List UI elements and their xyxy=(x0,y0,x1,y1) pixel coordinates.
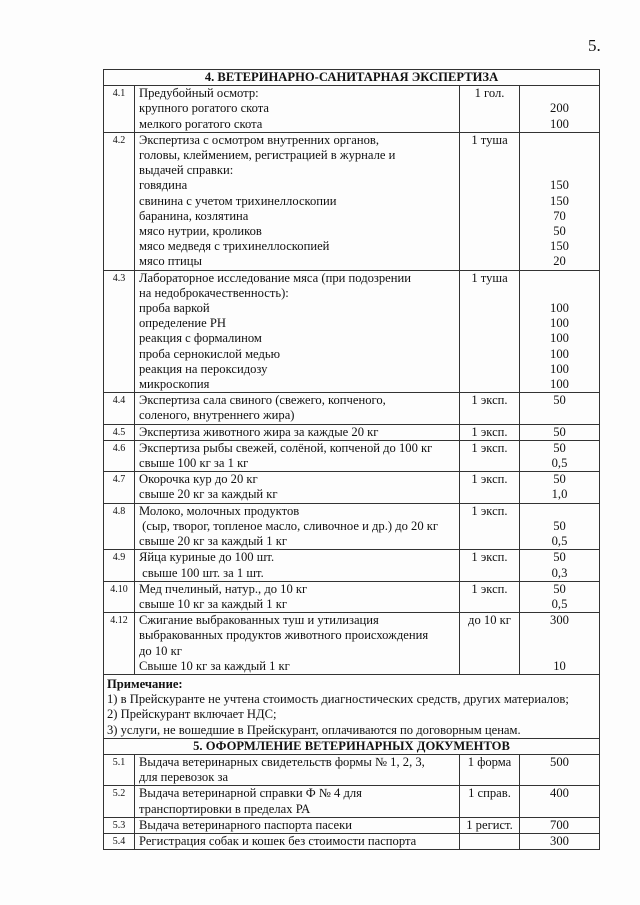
item-number: 5.4 xyxy=(104,833,135,849)
description-line: (сыр, творог, топленое масло, сливочное и др.) до 20 кг xyxy=(139,518,439,533)
description-line: свыше 20 кг за каждый кг xyxy=(139,487,278,502)
description-line: выдачей справки: xyxy=(139,163,234,178)
description-line: Лабораторное исследование мяса (при подозрении xyxy=(139,270,411,285)
item-unit: 1 эксп. xyxy=(460,581,520,612)
item-description xyxy=(135,132,460,270)
description-line: Выдача ветеринарных свидетельств формы № 1, 2, 3, xyxy=(139,754,425,769)
item-unit: до 10 кг xyxy=(460,613,520,675)
price-line: 50 xyxy=(553,518,566,533)
description-line: для перевозок за xyxy=(139,770,229,785)
price-line: 0,3 xyxy=(551,565,568,580)
description-line: реакция с формалином xyxy=(139,331,262,346)
price-line: 50 xyxy=(553,472,566,487)
price-line: 100 xyxy=(550,346,569,361)
table-row xyxy=(104,440,600,471)
item-number: 4.6 xyxy=(104,440,135,471)
description-line: свинина с учетом трихинеллоскопии xyxy=(139,193,337,208)
note-item: 1) в Прейскуранте не учтена стоимость диагностических средств, других материалов; xyxy=(107,692,569,707)
description-line: Регистрация собак и кошек без стоимости паспорта xyxy=(139,833,417,848)
price-line: 500 xyxy=(550,754,569,769)
price-line xyxy=(524,148,595,163)
section-5-title: 5. ОФОРМЛЕНИЕ ВЕТЕРИНАРНЫХ ДОКУМЕНТОВ xyxy=(104,738,600,754)
note-title: Примечание: xyxy=(107,676,183,691)
description-line: на недоброкачественность): xyxy=(139,285,289,300)
price-line: 100 xyxy=(550,361,569,376)
price-line xyxy=(524,133,595,148)
note-row xyxy=(104,674,600,738)
item-number: 4.4 xyxy=(104,393,135,424)
item-description xyxy=(135,817,460,833)
price-line xyxy=(524,271,595,286)
item-description xyxy=(135,86,460,133)
price-line xyxy=(524,408,595,423)
description-line: транспортировки в пределах РА xyxy=(139,801,311,816)
price-line: 10 xyxy=(553,658,566,673)
price-line xyxy=(524,644,595,659)
price-line: 50 xyxy=(553,393,566,408)
table-row xyxy=(104,613,600,675)
item-number: 4.7 xyxy=(104,472,135,503)
table-row xyxy=(104,132,600,270)
item-price xyxy=(520,613,600,675)
item-unit: 1 эксп. xyxy=(460,503,520,550)
description-line: свыше 100 шт. за 1 шт. xyxy=(139,565,264,580)
item-description xyxy=(135,754,460,785)
table-row xyxy=(104,581,600,612)
description-line: Молоко, молочных продуктов xyxy=(139,503,300,518)
price-line: 300 xyxy=(550,833,569,848)
price-line xyxy=(524,802,595,817)
item-price xyxy=(520,817,600,833)
description-line: мясо медведя с трихинеллоскопией xyxy=(139,239,330,254)
price-line: 1,0 xyxy=(551,487,568,502)
price-line: 400 xyxy=(550,786,569,801)
price-line: 20 xyxy=(553,254,566,269)
item-price xyxy=(520,503,600,550)
item-unit: 1 справ. xyxy=(460,786,520,817)
table-row xyxy=(104,817,600,833)
price-line xyxy=(524,628,595,643)
item-description xyxy=(135,581,460,612)
description-line: Экспертиза с осмотром внутренних органов, xyxy=(139,132,379,147)
item-number: 4.10 xyxy=(104,581,135,612)
table-row xyxy=(104,754,600,785)
description-line: Предубойный осмотр: xyxy=(139,86,259,101)
table-row xyxy=(104,503,600,550)
description-line: Окорочка кур до 20 кг xyxy=(139,472,258,487)
price-line: 100 xyxy=(550,301,569,316)
description-line: проба сернокислой медью xyxy=(139,346,281,361)
price-line: 100 xyxy=(550,316,569,331)
item-unit xyxy=(460,833,520,849)
price-line: 700 xyxy=(550,817,569,832)
item-price xyxy=(520,393,600,424)
price-line xyxy=(524,286,595,301)
description-line: Экспертиза животного жира за каждые 20 кг xyxy=(139,424,379,439)
description-line: Выдача ветеринарного паспорта пасеки xyxy=(139,817,352,832)
item-description xyxy=(135,613,460,675)
description-line: определение РН xyxy=(139,316,226,331)
table-row xyxy=(104,86,600,133)
item-number: 4.9 xyxy=(104,550,135,581)
item-number: 4.8 xyxy=(104,503,135,550)
description-line: говядина xyxy=(139,178,188,193)
description-line: выбракованных продуктов животного происхождения xyxy=(139,628,429,643)
item-unit: 1 эксп. xyxy=(460,440,520,471)
price-line: 100 xyxy=(550,116,569,131)
description-line: Экспертиза сала свиного (свежего, копченого, xyxy=(139,393,386,408)
item-price xyxy=(520,270,600,393)
item-unit: 1 эксп. xyxy=(460,550,520,581)
item-number: 4.1 xyxy=(104,86,135,133)
price-line: 150 xyxy=(550,193,569,208)
price-line: 100 xyxy=(550,331,569,346)
description-line: головы, клеймением, регистрацией в журнале и xyxy=(139,148,396,163)
item-unit: 1 эксп. xyxy=(460,424,520,440)
price-line xyxy=(524,770,595,785)
price-line: 50 xyxy=(553,581,566,596)
description-line: Мед пчелиный, натур., до 10 кг xyxy=(139,581,308,596)
item-price xyxy=(520,786,600,817)
description-line: Яйца куриные до 100 шт. xyxy=(139,550,275,565)
item-description xyxy=(135,270,460,393)
item-number: 5.3 xyxy=(104,817,135,833)
table-row xyxy=(104,270,600,393)
price-line: 70 xyxy=(553,208,566,223)
price-line xyxy=(524,163,595,178)
price-line: 150 xyxy=(550,178,569,193)
item-price xyxy=(520,424,600,440)
item-unit: 1 туша xyxy=(460,132,520,270)
item-price xyxy=(520,833,600,849)
item-description xyxy=(135,440,460,471)
description-line: свыше 100 кг за 1 кг xyxy=(139,456,249,471)
price-line: 0,5 xyxy=(551,596,568,611)
item-price xyxy=(520,440,600,471)
table-row xyxy=(104,550,600,581)
description-line: проба варкой xyxy=(139,301,210,316)
item-unit: 1 форма xyxy=(460,754,520,785)
price-line: 50 xyxy=(553,440,566,455)
item-description xyxy=(135,503,460,550)
price-line: 150 xyxy=(550,239,569,254)
description-line: крупного рогатого скота xyxy=(139,101,270,116)
description-line: микроскопия xyxy=(139,377,210,392)
item-description xyxy=(135,472,460,503)
item-price xyxy=(520,581,600,612)
description-line: мясо птицы xyxy=(139,254,202,269)
description-line: мясо нутрии, кроликов xyxy=(139,224,262,239)
item-description xyxy=(135,833,460,849)
description-line: Свыше 10 кг за каждый 1 кг xyxy=(139,658,290,673)
description-line: свыше 20 кг за каждый 1 кг xyxy=(139,534,288,549)
table-row xyxy=(104,833,600,849)
section-5-header-row xyxy=(104,738,600,754)
section-4-header-row xyxy=(104,70,600,86)
item-price xyxy=(520,86,600,133)
table-row xyxy=(104,424,600,440)
description-line: до 10 кг xyxy=(139,643,182,658)
section-4-title: 4. ВЕТЕРИНАРНО-САНИТАРНАЯ ЭКСПЕРТИЗА xyxy=(104,70,600,86)
item-number: 5.1 xyxy=(104,754,135,785)
note-item: 3) услуги, не вошедшие в Прейскурант, оплачиваются по договорным ценам. xyxy=(107,722,521,737)
price-line: 50 xyxy=(553,424,566,439)
price-line xyxy=(524,504,595,519)
item-description xyxy=(135,424,460,440)
price-line: 0,5 xyxy=(551,456,568,471)
item-number: 4.2 xyxy=(104,132,135,270)
description-line: соленого, внутреннего жира) xyxy=(139,408,295,423)
description-line: мелкого рогатого скота xyxy=(139,116,263,131)
item-unit: 1 эксп. xyxy=(460,393,520,424)
description-line: реакция на пероксидозу xyxy=(139,361,268,376)
price-line: 100 xyxy=(550,377,569,392)
item-number: 4.3 xyxy=(104,270,135,393)
price-line: 0,5 xyxy=(551,534,568,549)
item-price xyxy=(520,754,600,785)
description-line: Экспертиза рыбы свежей, солёной, копченой до 100 кг xyxy=(139,440,433,455)
item-number: 4.12 xyxy=(104,613,135,675)
table-row xyxy=(104,393,600,424)
item-unit: 1 регист. xyxy=(460,817,520,833)
item-description xyxy=(135,393,460,424)
item-unit: 1 туша xyxy=(460,270,520,393)
item-description xyxy=(135,550,460,581)
price-line xyxy=(524,86,595,101)
item-price xyxy=(520,472,600,503)
page-number: 5. xyxy=(588,36,601,55)
item-unit: 1 эксп. xyxy=(460,472,520,503)
description-line: баранина, козлятина xyxy=(139,208,249,223)
price-line: 50 xyxy=(553,550,566,565)
item-number: 5.2 xyxy=(104,786,135,817)
item-description xyxy=(135,786,460,817)
price-line: 50 xyxy=(553,223,566,238)
description-line: Сжигание выбракованных туш и утилизация xyxy=(139,613,379,628)
note-item: 2) Прейскурант включает НДС; xyxy=(107,707,277,722)
table-row xyxy=(104,472,600,503)
table-row xyxy=(104,786,600,817)
item-unit: 1 гол. xyxy=(460,86,520,133)
description-line: Выдача ветеринарной справки Ф № 4 для xyxy=(139,786,362,801)
price-line: 300 xyxy=(550,613,569,628)
note-block xyxy=(104,674,600,738)
item-number: 4.5 xyxy=(104,424,135,440)
item-price xyxy=(520,550,600,581)
price-line: 200 xyxy=(550,101,569,116)
item-price xyxy=(520,132,600,270)
description-line: свыше 10 кг за каждый 1 кг xyxy=(139,596,288,611)
price-list-table xyxy=(103,69,600,850)
